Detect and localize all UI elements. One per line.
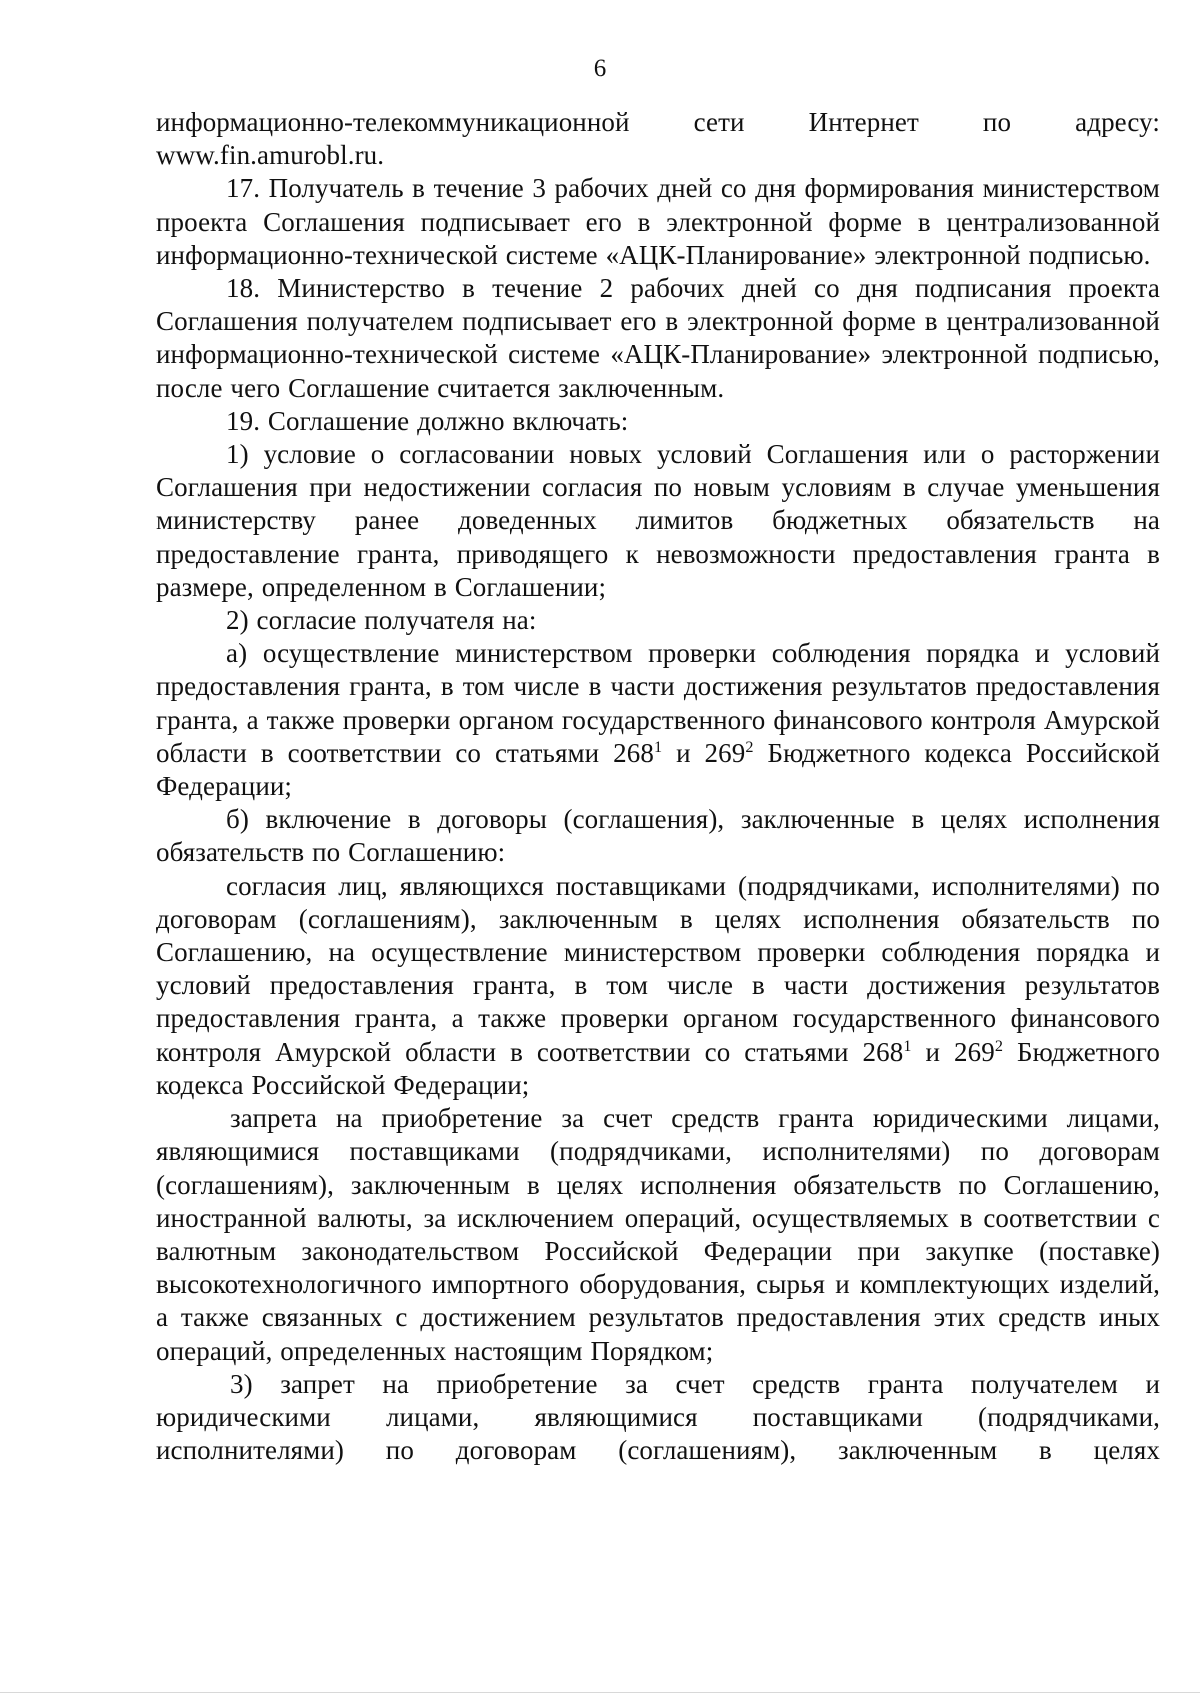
paragraph-2a-text-middle: и 269	[662, 737, 746, 768]
paragraph-19-item-2b: б) включение в договоры (соглашения), заключенные в целях исполнения обязательств по Соглашению:	[156, 804, 1160, 868]
paragraph-18: 18. Министерство в течение 2 рабочих дней со дня подписания проекта Соглашения получателем подписывает его в электронной форме в централизованной информационно-технической системе «АЦК-Планирование» электронной подписью, после чего Соглашение считается заключенным.	[156, 273, 1160, 403]
paragraph-19-item-2: 2) согласие получателя на:	[226, 605, 537, 636]
article-269-superscript-second: 2	[994, 1036, 1004, 1055]
page-number: 6	[593, 55, 607, 82]
paragraph-19-item-1: 1) условие о согласовании новых условий Соглашения или о расторжении Соглашения при недостижении согласия по новым условиям в случае уменьшения министерству ранее доведенных лимитов бюджетных обязательств на предоставление гранта, приводящего к невозможности предоставления гранта в размере, определенном в Соглашении;	[156, 439, 1160, 602]
scan-bottom-edge	[0, 1692, 1200, 1693]
paragraph-2a-text-start: а) осуществление министерством проверки соблюдения порядка и условий предоставления гранта, в том числе в части достижения результатов предоставления гранта, а также проверки органом государственного финансового контроля Амурской области в соответствии со статьями 268	[156, 638, 1160, 768]
document-body	[156, 106, 1160, 1467]
paragraph-consent-text-middle: и 269	[911, 1036, 995, 1067]
paragraph-19-item-2a	[156, 637, 1160, 803]
article-268-superscript: 1	[653, 737, 663, 756]
paragraph-19-item-3: 3) запрет на приобретение за счет средств гранта получателем и юридическими лицами, являющимися поставщиками (подрядчиками, исполнителями) по договорам (соглашениям), заключенным в целях	[156, 1368, 1160, 1466]
paragraph-consent-text-start: согласия лиц, являющихся поставщиками (подрядчиками, исполнителями) по договорам (соглашениям), заключенным в целях исполнения обязательств по Соглашению, на осуществление министерством проверки соблюдения порядка и условий предоставления гранта, в том числе в части достижения результатов предоставления гранта, а также проверки органом государственного финансового контроля Амурской области в соответствии со статьями 268	[156, 870, 1160, 1067]
paragraph-2a-text-end: Бюджетного кодекса Российской Федерации;	[156, 737, 1160, 802]
paragraph-19-item-2b-ban: запрета на приобретение за счет средств гранта юридическими лицами, являющимися поставщиками (подрядчиками, исполнителями) по договорам (соглашениям), заключенным в целях исполнения обязательств по Соглашению, иностранной валюты, за исключением операций, осуществляемых в соответствии с валютным законодательством Российской Федерации при закупке (поставке) высокотехнологичного импортного оборудования, сырья и комплектующих изделий, а также связанных с достижением результатов предоставления этих средств иных операций, определенных настоящим Порядком;	[156, 1103, 1160, 1366]
paragraph-19-item-2b-consent	[156, 870, 1160, 1102]
article-268-superscript-second: 1	[903, 1036, 912, 1055]
paragraph-17: 17. Получатель в течение 3 рабочих дней со дня формирования министерством проекта Соглашения подписывает его в электронной форме в централизованной информационно-технической системе «АЦК-Планирование» электронной подписью.	[156, 173, 1160, 270]
paragraph-consent-text-end: Бюджетного кодекса Российской Федерации;	[156, 1036, 1160, 1100]
article-269-superscript: 2	[745, 737, 754, 756]
paragraph-intro: информационно-телекоммуникационной сети Интернет по адресу: www.fin.amurobl.ru.	[156, 107, 1160, 171]
paragraph-19: 19. Соглашение должно включать:	[226, 405, 629, 436]
